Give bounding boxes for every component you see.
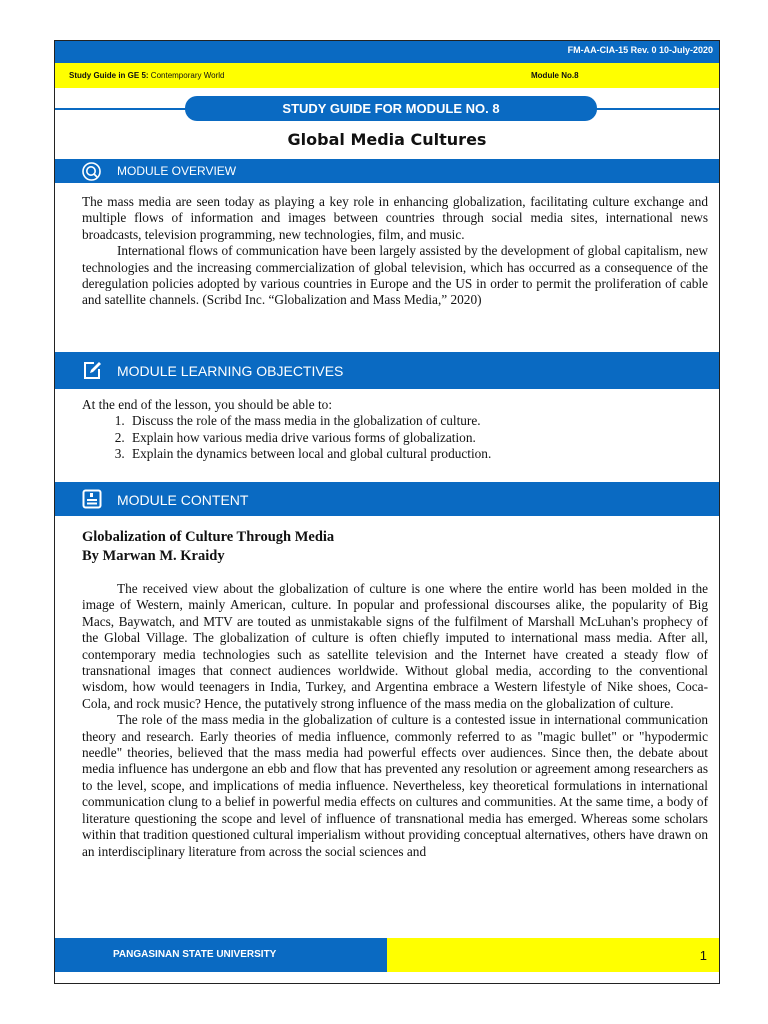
objectives-text bbox=[82, 397, 708, 463]
objectives-section-header bbox=[55, 352, 719, 389]
objective-item: 2. Explain how various media drive various forms of globalization. bbox=[128, 430, 708, 446]
article-title: Globalization of Culture Through Media bbox=[82, 529, 335, 545]
magnifier-icon bbox=[82, 162, 101, 186]
subject-bar bbox=[55, 63, 719, 88]
module-number: Module No.8 bbox=[531, 71, 579, 80]
content-section-header bbox=[55, 482, 719, 516]
overview-paragraph: International flows of communication have been largely assisted by the development of global capitalism, new technologies and the increasing commercialization of global television, which has occurred as a consequence of the deregulation policies adopted by various countries in Europe and the US in order to permit the proliferation of cable and satellite channels. (Scribd Inc. “Globalization and Mass Media,” 2020) bbox=[82, 243, 708, 308]
content-paragraph: The received view about the globalization of culture is one where the entire world has been molded in the image of Western, mainly American, culture. In popular and professional discourses alike, the popularity of Big Macs, Baywatch, and MTV are touted as unmistakable signs of the fulfilment of Marshall McLuhan's prophecy of the Global Village. The globalization of culture is often chiefly imputed to international mass media. After all, contemporary media technologies such as satellite television and the Internet have created a steady flow of transnational images that connect audiences worldwide. Without global media, according to the conventional wisdom, how would teenagers in India, Turkey, and Argentina embrace a Western lifestyle of Nike shoes, Coca- Cola, and rock music? Hence, the putatively strong influence of the mass media on the globalization of culture. bbox=[82, 581, 708, 711]
footer-university-bar bbox=[55, 938, 387, 972]
university-name: PANGASINAN STATE UNIVERSITY bbox=[113, 949, 277, 960]
overview-text bbox=[82, 194, 708, 309]
content-text bbox=[82, 581, 708, 860]
footer-page-bar bbox=[387, 938, 719, 972]
article-heading bbox=[82, 528, 334, 565]
objective-item: 3. Explain the dynamics between local and global cultural production. bbox=[128, 446, 708, 462]
module-banner: STUDY GUIDE FOR MODULE NO. 8 bbox=[185, 96, 597, 121]
page-number: 1 bbox=[699, 948, 707, 963]
objectives-intro: At the end of the lesson, you should be able to: bbox=[82, 397, 333, 412]
overview-paragraph: The mass media are seen today as playing a key role in enhancing globalization, facilitating culture exchange and multiple flows of information and images between countries through social media sites, international news broadcasts, television programming, new technologies, film, and music. bbox=[82, 194, 708, 242]
overview-label: MODULE OVERVIEW bbox=[117, 164, 237, 178]
objective-item: 1. Discuss the role of the mass media in the globalization of culture. bbox=[128, 413, 708, 429]
form-code: FM-AA-CIA-15 Rev. 0 10-July-2020 bbox=[567, 45, 713, 55]
content-paragraph: The role of the mass media in the globalization of culture is a contested issue in international communication theory and research. Early theories of media influence, commonly referred to as "magic bullet" or "hypodermic needle" theories, believed that the mass media had powerful effects over audiences. Since then, the debate about media influence has undergone an ebb and flow that has prevented any resolution or agreement among researchers as to the level, scope, and implications of media influence. Nevertheless, key theoretical formulations in international communication clung to a belief in powerful media effects on cultures and communities. At the same time, a body of literature questioning the scope and level of influence of transnational media has emerged. Whereas some scholars within that tradition questioned cultural imperialism without providing conceptual alternatives, others have drawn on an interdisciplinary literature from across the social sciences and bbox=[82, 712, 708, 859]
page-frame bbox=[54, 40, 720, 984]
objectives-label: MODULE LEARNING OBJECTIVES bbox=[117, 363, 344, 379]
content-label: MODULE CONTENT bbox=[117, 492, 249, 508]
header-bar bbox=[55, 41, 719, 63]
page-title: Global Media Cultures bbox=[287, 130, 487, 149]
guide-prefix: Study Guide in GE 5: bbox=[69, 71, 149, 80]
study-guide-label bbox=[69, 71, 224, 80]
overview-section-header bbox=[55, 159, 719, 183]
guide-subject: Contemporary World bbox=[150, 71, 225, 80]
edit-icon bbox=[82, 360, 103, 386]
objectives-list bbox=[82, 413, 708, 462]
document-icon bbox=[82, 489, 102, 514]
article-author: By Marwan M. Kraidy bbox=[82, 547, 225, 564]
